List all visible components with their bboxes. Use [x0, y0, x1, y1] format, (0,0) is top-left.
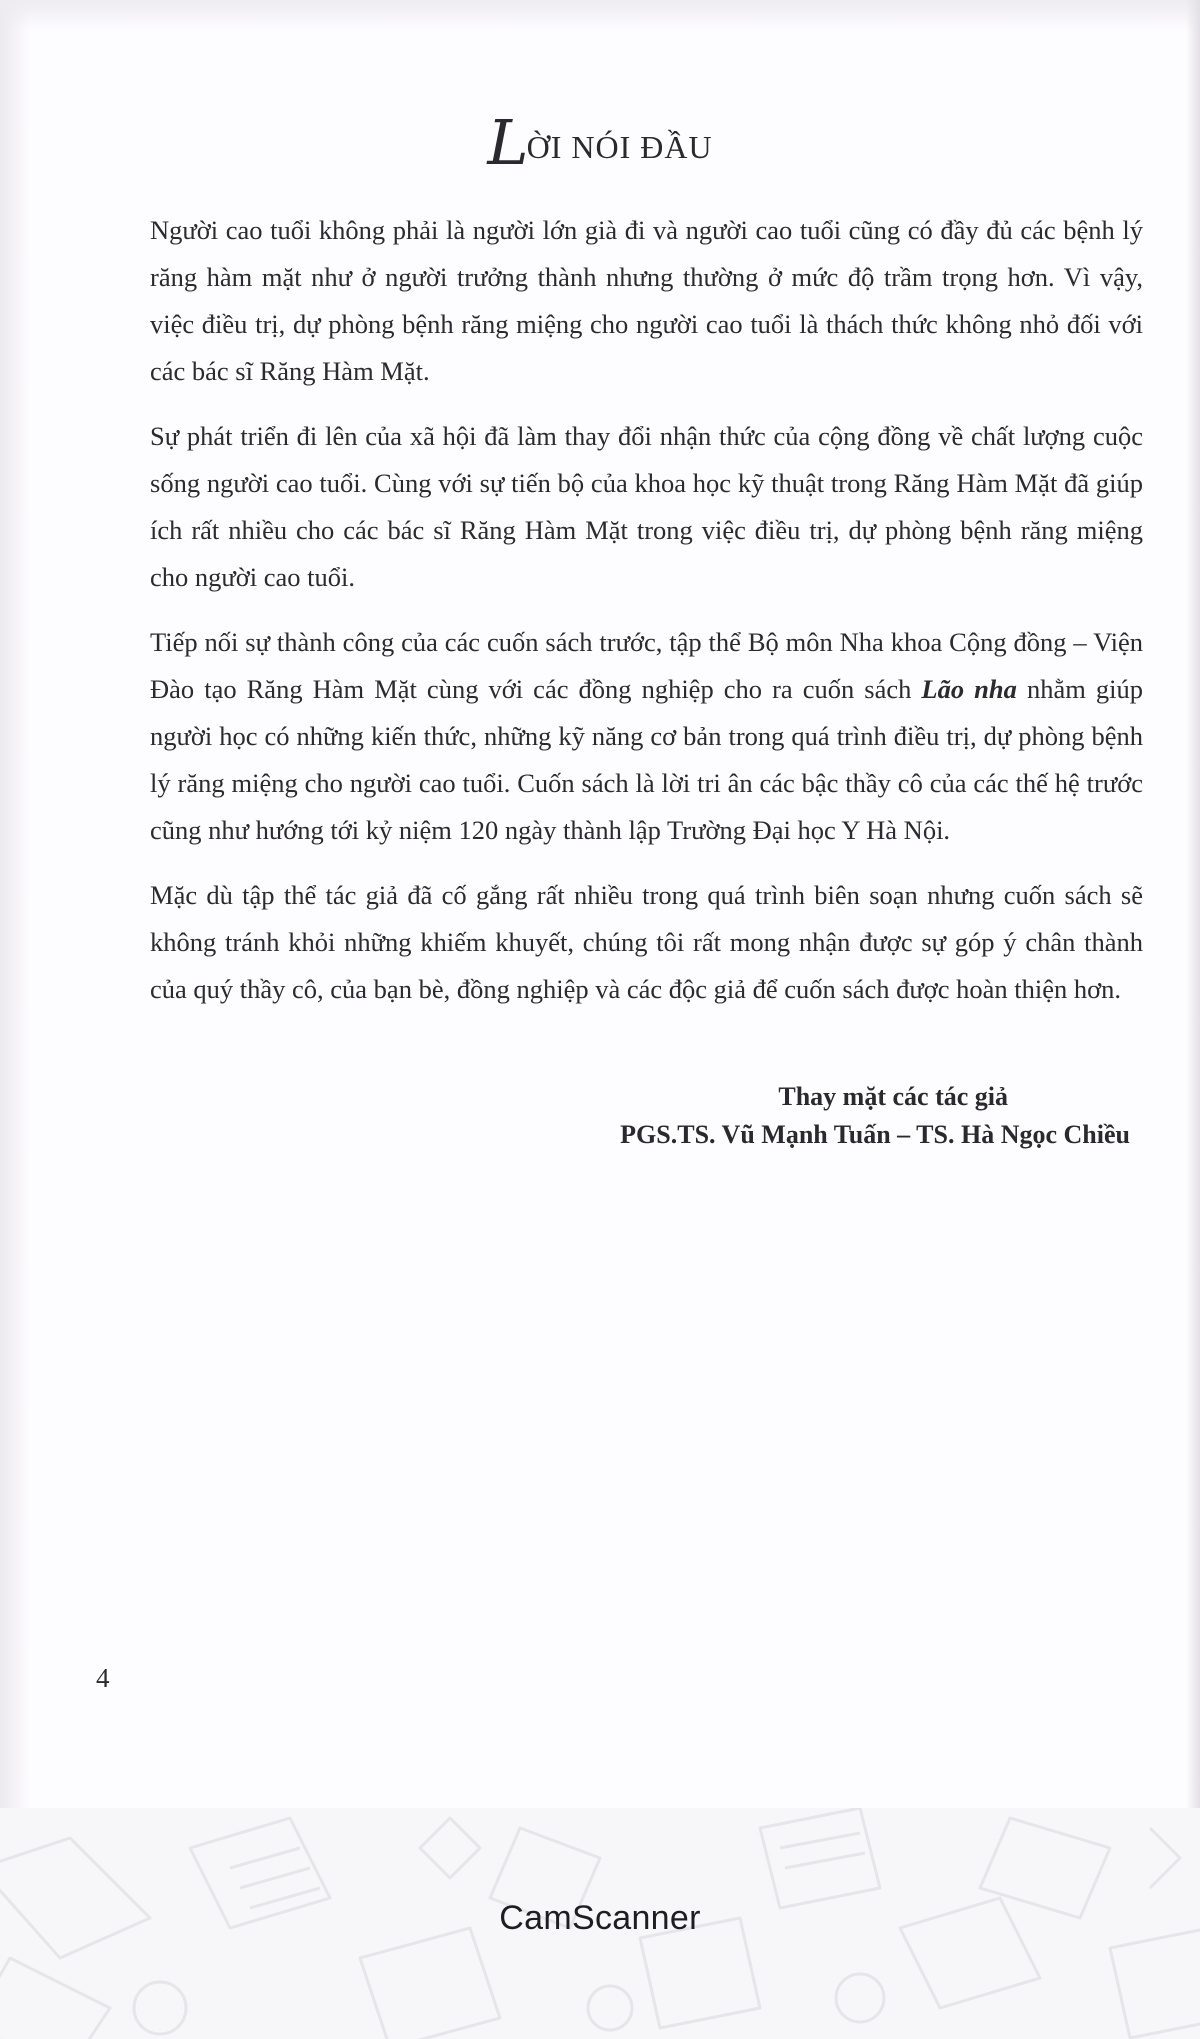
pattern-shape [760, 1808, 880, 1908]
page-shadow-left [0, 0, 30, 1808]
pattern-shape [420, 1818, 480, 1878]
paragraph-1: Người cao tuổi không phải là người lớn già đi và người cao tuổi cũng có đầy đủ các bệnh lý răng hàm mặt như ở người trưởng thành nhưng thường ở mức độ trầm trọng hơn. Vì vậy, việc điều trị, dự phòng bệnh răng miệng cho người cao tuổi là thách thức không nhỏ đối với các bác sĩ Răng Hàm Mặt. [150, 215, 1143, 386]
page-edge-right [1186, 0, 1200, 1808]
pattern-shape [1150, 1828, 1180, 1888]
signature-block [520, 1078, 1130, 1154]
signature-line-2: PGS.TS. Vũ Mạnh Tuấn – TS. Hà Ngọc Chiều [620, 1120, 1130, 1149]
page-number: 4 [96, 1663, 110, 1693]
page-title [0, 106, 1200, 179]
paragraph-4: Mặc dù tập thể tác giả đã cố gắng rất nhiều trong quá trình biên soạn nhưng cuốn sách sẽ không tránh khỏi những khiếm khuyết, chúng tôi rất mong nhận được sự góp ý chân thành của quý thầy cô, của bạn bè, đồng nghiệp và các độc giả để cuốn sách được hoàn thiện hơn. [150, 880, 1143, 1004]
scanner-footer [0, 1808, 1200, 2039]
pattern-shape [1110, 1928, 1200, 2038]
pattern-shape [780, 1833, 865, 1868]
paragraph-3-after: nhằm giúp người học có những kiến thức, những kỹ năng cơ bản trong quá trình điều trị, dự phòng bệnh lý răng miệng cho người cao tuổi. Cuốn sách là lời tri ân các bậc thầy cô của các thế hệ trước cũng như hướng tới kỷ niệm 120 ngày thành lập Trường Đại học Y Hà Nội. [150, 674, 1143, 845]
signature-line-1: Thay mặt các tác giả [778, 1082, 1008, 1111]
title-text: ỜI NÓI ĐẦU [526, 129, 713, 165]
pattern-shape [134, 1982, 186, 2034]
title-initial-letter: L [487, 106, 527, 179]
paragraph-2: Sự phát triển đi lên của xã hội đã làm thay đổi nhận thức của cộng đồng về chất lượng cuộc sống người cao tuổi. Cùng với sự tiến bộ của khoa học kỹ thuật trong Răng Hàm Mặt đã giúp ích rất nhiều cho các bác sĩ Răng Hàm Mặt trong việc điều trị, dự phòng bệnh răng miệng cho người cao tuổi. [150, 421, 1143, 592]
brand-name: CamScanner [499, 1899, 701, 1937]
paragraph-3-before: Tiếp nối sự thành công của các cuốn sách trước, tập thể Bộ môn Nha khoa Cộng đồng – Viện Đào tạo Răng Hàm Mặt cùng với các đồng nghiệp cho ra cuốn sách [150, 627, 1143, 704]
pattern-shape [588, 1986, 632, 2030]
pattern-shape [0, 1838, 150, 1958]
book-title: Lão nha [921, 674, 1017, 704]
page-shadow-top [0, 0, 1200, 30]
pattern-shape [360, 1928, 500, 2039]
pattern-shape [0, 1958, 110, 2039]
pattern-shape [836, 1974, 884, 2022]
preface-body [150, 207, 1143, 1031]
paragraph-3 [150, 619, 1143, 854]
